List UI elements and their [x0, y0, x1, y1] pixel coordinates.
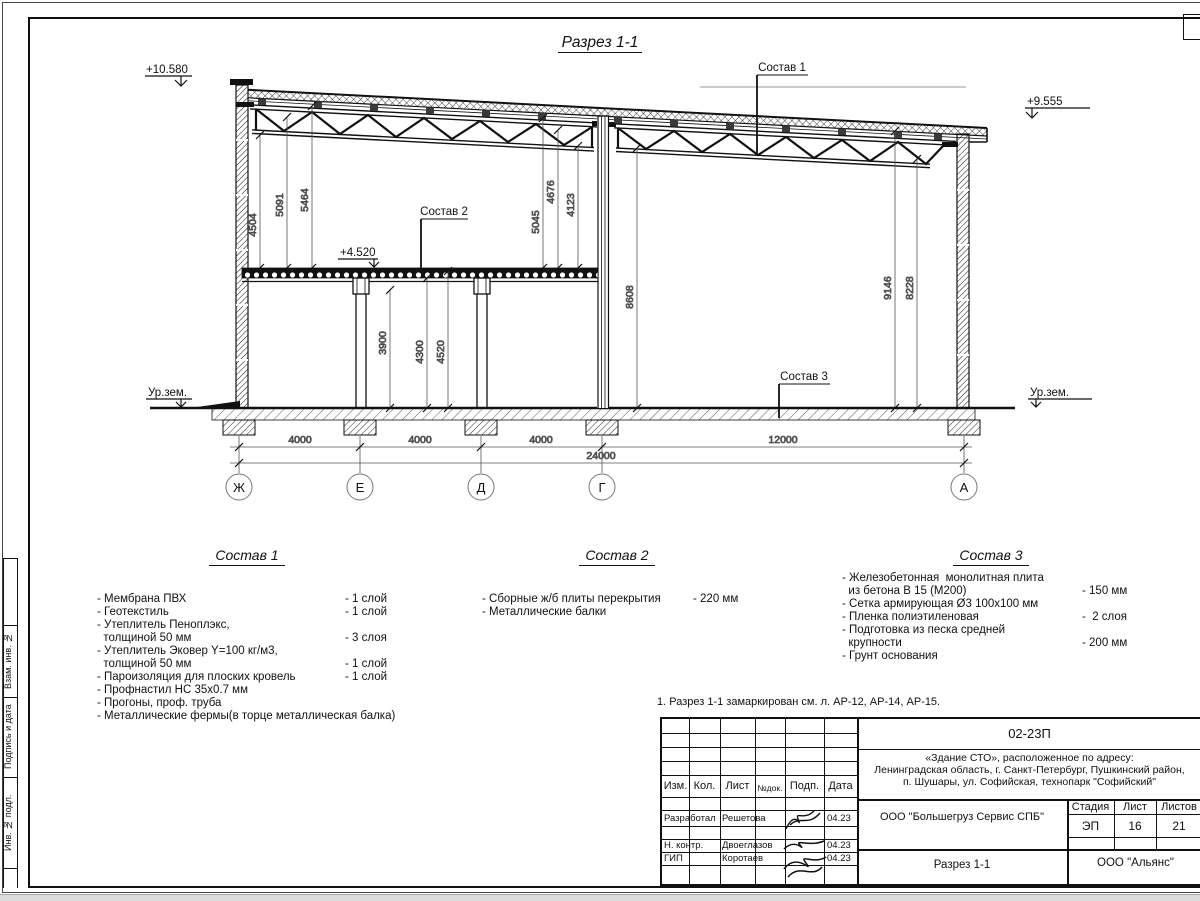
- elevation-eave: [1025, 96, 1090, 118]
- doc-code: 02-23П: [1008, 726, 1051, 741]
- axis-bubbles: [226, 474, 977, 500]
- svg-text:4000: 4000: [529, 434, 553, 446]
- svg-text:4123: 4123: [565, 193, 577, 217]
- legend-row: - Профнастил НС 35х0.7 мм: [97, 684, 248, 696]
- legend-title: Состав 2: [482, 549, 752, 562]
- svg-text:24000: 24000: [586, 450, 616, 462]
- object-address-1: «Здание СТО», расположенное по адресу:: [925, 752, 1134, 764]
- svg-text:Ур.зем.: Ур.зем.: [148, 387, 188, 399]
- legend-row: - Сетка армирующая Ø3 100х100 мм: [842, 598, 1039, 610]
- dim-8608: [624, 144, 641, 412]
- dim-4520: [435, 267, 452, 412]
- col-ndok: №док.: [757, 783, 783, 793]
- svg-text:9146: 9146: [882, 276, 894, 300]
- svg-text:Состав 3: Состав 3: [780, 371, 828, 383]
- role-name: Коротаев: [722, 853, 764, 864]
- object-address-3: п. Шушары, ул. Софийская, технопарк "Софийский": [903, 776, 1156, 788]
- legend-row: - Металлические фермы(в торце металлическая балка): [97, 710, 396, 722]
- col-izm: Изм.: [663, 780, 688, 792]
- dim-4676: [545, 126, 562, 272]
- ground-floor: [150, 401, 1015, 435]
- axis-label: Д: [476, 480, 486, 495]
- title-block: [660, 717, 1200, 886]
- dim-5091: [274, 113, 291, 272]
- legend-row: - Подготовка из песка средней: [842, 624, 1006, 636]
- side-label-podp: Подпись и дата: [3, 704, 13, 770]
- svg-text:3900: 3900: [377, 331, 389, 355]
- svg-text:4676: 4676: [545, 180, 557, 204]
- role-name: Двоеглазов: [722, 840, 773, 851]
- stage-value: ЭП: [1081, 819, 1100, 833]
- svg-text:5091: 5091: [274, 193, 286, 217]
- role-label: Н. контр.: [664, 840, 704, 851]
- svg-text:12000: 12000: [768, 434, 798, 446]
- column-E: [353, 278, 369, 408]
- ground-level-right: [1028, 387, 1092, 407]
- role-date: 04.23: [827, 853, 851, 864]
- sheet-number: 16: [1128, 819, 1142, 833]
- axis-label: Е: [355, 480, 365, 495]
- dim-3900: [377, 286, 394, 412]
- legend-row: - Прогоны, проф. труба: [97, 697, 222, 709]
- legend-row: - Утеплитель Пеноплэкс,: [97, 619, 230, 631]
- drawing-name: Разрез 1-1: [933, 859, 991, 871]
- signature: [782, 805, 826, 835]
- legend-row: крупности - 200 мм: [842, 637, 1128, 649]
- col-list: Лист: [725, 780, 750, 792]
- legend-row: - Геотекстиль - 1 слой: [97, 606, 388, 618]
- drawing-title: Разрез 1-1: [500, 34, 700, 52]
- dim-5464: [299, 102, 316, 272]
- svg-text:Ур.зем.: Ур.зем.: [1030, 387, 1070, 399]
- svg-text:+4.520: +4.520: [340, 247, 376, 259]
- axis-label: А: [959, 480, 969, 495]
- sheet-col-header: Лист: [1123, 801, 1147, 813]
- legend-row: толщиной 50 мм - 3 слоя: [97, 632, 387, 644]
- column-D: [474, 278, 490, 408]
- role-name: Решетова: [722, 813, 766, 824]
- role-label: ГИП: [664, 853, 683, 864]
- role-date: 04.23: [827, 813, 851, 824]
- legend-row: толщиной 50 мм - 1 слой: [97, 658, 388, 670]
- object-address-2: Ленинградская область, г. Санкт-Петербург, Пушкинский район,: [874, 764, 1185, 776]
- dim-4300: [414, 274, 431, 412]
- company-name: ООО "Альянс": [1097, 857, 1174, 869]
- col-podp: Подп.: [789, 780, 820, 792]
- elevation-mezzanine: [338, 247, 379, 267]
- legend-row: - Пленка полиэтиленовая - 2 слоя: [842, 611, 1128, 623]
- callout-sostav-2: [420, 206, 468, 272]
- legend-row: - Пароизоляция для плоских кровель - 1 слой: [97, 671, 388, 683]
- signature: [780, 835, 828, 883]
- legend-title: Состав 3: [842, 549, 1140, 562]
- svg-text:+9.555: +9.555: [1027, 96, 1063, 108]
- role-label: Разработал: [664, 813, 716, 824]
- svg-text:4504: 4504: [247, 213, 259, 237]
- ground-level-left: [146, 387, 192, 407]
- sheets-col-header: Листов: [1161, 801, 1197, 813]
- legend-sostav-1: [97, 549, 397, 723]
- svg-text:+10.580: +10.580: [146, 64, 188, 76]
- role-date: 04.23: [827, 840, 851, 851]
- elevation-parapet: [145, 64, 192, 86]
- legend-row: - Железобетонная монолитная плита: [842, 572, 1044, 584]
- svg-text:Состав 1: Состав 1: [758, 62, 806, 74]
- right-wall: [957, 134, 969, 408]
- org-name: ООО "Большегруз Сервис СПБ": [879, 811, 1045, 823]
- axis-label: Г: [598, 480, 606, 495]
- svg-text:Состав 2: Состав 2: [420, 206, 468, 218]
- svg-text:8608: 8608: [624, 285, 636, 309]
- col-data: Дата: [828, 780, 853, 792]
- col-kol: Кол.: [693, 780, 716, 792]
- legend-row: из бетона В 15 (М200) - 150 мм: [842, 585, 1128, 597]
- horizontal-dimensions: [230, 434, 972, 473]
- svg-text:4000: 4000: [408, 434, 432, 446]
- middle-wall: [597, 116, 609, 408]
- side-label-inv: Инв. № подл.: [3, 794, 13, 851]
- dim-4123: [565, 142, 582, 272]
- legend-row: - Мембрана ПВХ - 1 слой: [97, 593, 388, 605]
- sheets-total: 21: [1172, 819, 1186, 833]
- left-wall: [230, 79, 253, 408]
- side-label-vzam: Взам. инв. №: [3, 632, 13, 690]
- legend-title: Состав 1: [97, 549, 397, 562]
- svg-text:4000: 4000: [288, 434, 312, 446]
- svg-text:4520: 4520: [435, 340, 447, 364]
- axis-label: Ж: [232, 480, 246, 495]
- mezzanine-floor: [242, 268, 598, 408]
- dim-8228: [904, 155, 921, 412]
- svg-text:8228: 8228: [904, 276, 916, 300]
- drawing-note: 1. Разрез 1-1 замаркирован см. л. АР-12, АР-14, АР-15.: [657, 696, 941, 708]
- stage-col-header: Стадия: [1071, 801, 1110, 813]
- svg-text:5464: 5464: [299, 188, 311, 212]
- legend-row: - Грунт основания: [842, 650, 938, 662]
- legend-sostav-2: [482, 549, 752, 619]
- legend-row: - Утеплитель Эковер Y=100 кг/м3,: [97, 645, 278, 657]
- legend-row: - Металлические балки: [482, 606, 607, 618]
- legend-row: - Сборные ж/б плиты перекрытия - 220 мм: [482, 593, 739, 605]
- legend-sostav-3: [842, 549, 1140, 663]
- svg-text:5045: 5045: [530, 210, 542, 234]
- svg-text:4300: 4300: [414, 340, 426, 364]
- dim-9146: [882, 127, 899, 412]
- dim-4504: [247, 131, 264, 272]
